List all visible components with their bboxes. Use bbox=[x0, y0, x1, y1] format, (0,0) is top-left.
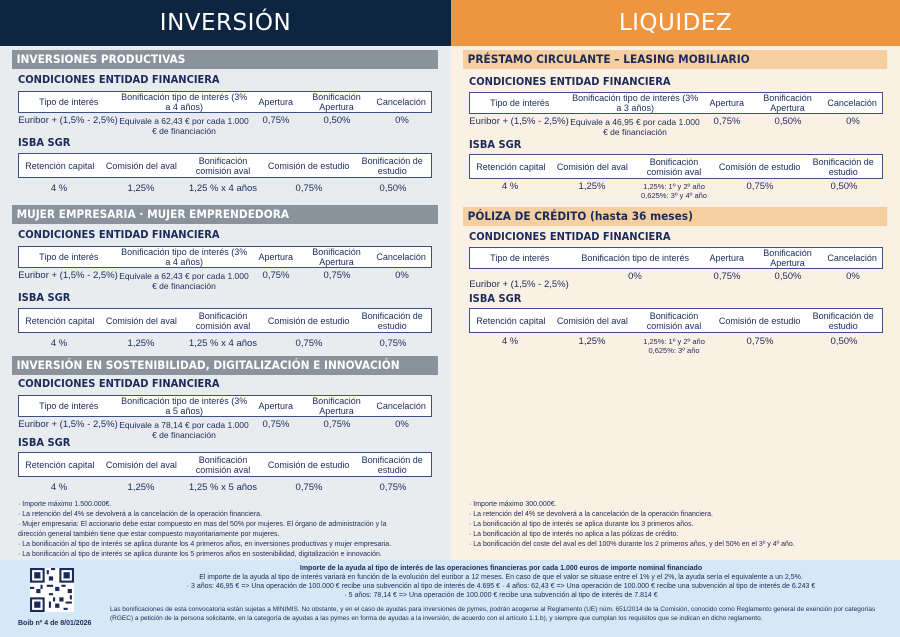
td: 0,75% bbox=[713, 271, 741, 282]
table-row bbox=[18, 178, 432, 194]
td: 0,75% bbox=[379, 338, 407, 349]
boib-reference: Boib nº 4 de 8/01/2026 bbox=[18, 620, 92, 627]
th: Bonificación comisión aval bbox=[646, 310, 702, 331]
td: Equivale a 78,14 € por cada 1.000 € de financiación bbox=[119, 420, 249, 440]
td: 0,50% bbox=[323, 115, 351, 126]
td: 0% bbox=[395, 270, 409, 281]
th: Apertura bbox=[709, 98, 745, 108]
isba-table bbox=[469, 308, 883, 355]
th: Bonificación de estudio bbox=[812, 156, 874, 177]
td: 1,25 % x 4 años bbox=[188, 183, 258, 194]
th: Bonificación Apertura bbox=[763, 248, 812, 268]
isba-table bbox=[469, 154, 883, 200]
th: Comisión de estudio bbox=[267, 315, 350, 326]
th: Apertura bbox=[258, 401, 294, 411]
th: Comisión del aval bbox=[105, 160, 177, 171]
th: Comisión de estudio bbox=[718, 315, 801, 326]
td: 0,75% bbox=[262, 419, 290, 430]
th: Cancelación bbox=[376, 97, 426, 107]
isba-header bbox=[18, 308, 432, 333]
note: · Importe máximo 300.000€. bbox=[469, 501, 557, 508]
th: Tipo de interés bbox=[490, 98, 550, 108]
cef-header bbox=[469, 247, 883, 269]
th: Bonificación de estudio bbox=[361, 454, 423, 475]
td: 0,75% bbox=[713, 116, 741, 127]
inversion-banner: INVERSIÓN bbox=[0, 0, 451, 46]
td: Euribor + (1,5% - 2,5%) bbox=[469, 116, 569, 127]
note: · Mujer empresaria: El accionario debe estar compuesto en mas del 50% por mujeres. El órgano de administración y la bbox=[18, 521, 387, 528]
poliza-credito-section bbox=[463, 207, 888, 357]
table-row bbox=[469, 179, 883, 200]
liquidez-column bbox=[451, 0, 900, 560]
footer-line: (RGEC) a petición de la persona solicitante, en la categoría de ayudas a las pymes en forma de ayudas a la inversión, de acuerdo con el artículo 1.1.b), y siempre que cumplan los requisitos que se indican en dicho reglamento. bbox=[110, 615, 763, 622]
th: Bonificación tipo de interés (3% a 4 años) bbox=[121, 247, 248, 267]
section-title: INVERSIÓN EN SOSTENIBILIDAD, DIGITALIZACIÓN E INNOVACIÓN bbox=[12, 356, 438, 375]
table-row bbox=[469, 333, 883, 355]
td: 0,75% bbox=[746, 181, 774, 192]
td: 1,25 % x 4 años bbox=[188, 338, 258, 349]
cef-subtitle: CONDICIONES ENTIDAD FINANCIERA bbox=[469, 230, 671, 243]
th: Comisión del aval bbox=[105, 315, 177, 326]
td: 0,75% bbox=[323, 270, 351, 281]
inversiones-productivas-section bbox=[12, 50, 439, 200]
td: 0,75% bbox=[295, 338, 323, 349]
td: 1,25%: 1º y 2º año 0,625%: 3º y 4º año bbox=[641, 182, 707, 200]
td: 0,75% bbox=[746, 336, 774, 347]
td: 0% bbox=[628, 271, 642, 282]
note: · La bonificación al tipo de interés se aplica durante los 3 primeros años. bbox=[469, 521, 694, 528]
th: Bonificación tipo de interés (3% a 5 años) bbox=[121, 396, 248, 416]
td: 1,25% bbox=[127, 482, 155, 493]
cef-table bbox=[18, 91, 432, 136]
section-title: MUJER EMPRESARIA · MUJER EMPRENDEDORA bbox=[12, 205, 438, 224]
td: Equivale a 62,43 € por cada 1.000 € de financiación bbox=[119, 271, 249, 291]
cef-table bbox=[469, 247, 883, 290]
th: Tipo de interés bbox=[39, 252, 99, 262]
th: Comisión de estudio bbox=[267, 459, 350, 470]
td: 0,50% bbox=[830, 181, 858, 192]
note: · La bonificación al tipo de interés se aplica durante los 5 primeros años en sostenibilidad, digitalización e innovación. bbox=[18, 551, 382, 558]
th: Retención capital bbox=[25, 459, 95, 470]
th: Retención capital bbox=[476, 161, 546, 172]
th: Bonificación Apertura bbox=[312, 396, 361, 416]
cef-header bbox=[469, 92, 883, 114]
td: 0,75% bbox=[295, 482, 323, 493]
footer-line: · 5 años: 78,14 € => Una operación de 100.000 € recibe una subvención al tipo de interés de 7.814 € bbox=[344, 592, 658, 599]
footer-title: Importe de la ayuda al tipo de interés de las operaciones financieras por cada 1.000 euros de importe nominal financiado bbox=[299, 565, 703, 572]
th: Cancelación bbox=[376, 252, 426, 262]
th: Cancelación bbox=[827, 98, 877, 108]
td: Euribor + (1,5% - 2,5%) bbox=[469, 279, 569, 290]
isba-subtitle: ISBA SGR bbox=[469, 138, 522, 151]
cef-table bbox=[18, 395, 432, 440]
th: Apertura bbox=[258, 252, 294, 262]
cef-subtitle: CONDICIONES ENTIDAD FINANCIERA bbox=[18, 228, 220, 241]
th: Bonificación comisión aval bbox=[195, 155, 251, 176]
cef-header bbox=[18, 91, 432, 113]
td: 1,25 % x 5 años bbox=[188, 482, 258, 493]
footer-line: · 3 años: 46,95 € => Una operación de 100.000 € recibe una subvención al tipo de interés de 4.695 € · 4 años: 62,43 € => Una operación de 100.000 € recibe una subvención al tipo de interés de 6.243 € bbox=[186, 583, 816, 590]
isba-subtitle: ISBA SGR bbox=[18, 136, 71, 149]
isba-header bbox=[469, 154, 883, 179]
td: 1,25% bbox=[578, 181, 606, 192]
th: Comisión del aval bbox=[556, 315, 628, 326]
th: Apertura bbox=[258, 97, 294, 107]
th: Comisión del aval bbox=[556, 161, 628, 172]
isba-header bbox=[18, 452, 432, 477]
footer-line: El importe de la ayuda al tipo de interés variará en función de la evolución del euribor a 12 meses. En caso de que el valor se situase entre el 1% y el 2%, la ayuda sería el equivalente a un 2,5%. bbox=[199, 574, 803, 581]
td: Equivale a 62,43 € por cada 1.000 € de financiación bbox=[119, 116, 249, 136]
td: 1,25%: 1º y 2º año 0,625%: 3º año bbox=[643, 337, 705, 355]
isba-subtitle: ISBA SGR bbox=[469, 292, 522, 305]
section-title: PÓLIZA DE CRÉDITO (hasta 36 meses) bbox=[463, 207, 887, 226]
right-notes bbox=[469, 500, 795, 550]
th: Tipo de interés bbox=[39, 401, 99, 411]
td: 0,50% bbox=[774, 271, 802, 282]
td: 0% bbox=[395, 419, 409, 430]
th: Tipo de interés bbox=[490, 253, 550, 263]
th: Apertura bbox=[709, 253, 745, 263]
td: 0,50% bbox=[774, 116, 802, 127]
th: Tipo de interés bbox=[39, 97, 99, 107]
cef-table bbox=[469, 92, 883, 137]
cef-header bbox=[18, 246, 432, 268]
th: Bonificación de estudio bbox=[361, 310, 423, 331]
cef-table bbox=[18, 246, 432, 291]
td: 4 % bbox=[50, 183, 68, 194]
td: Euribor + (1,5% - 2,5%) bbox=[18, 419, 118, 430]
td: 0,50% bbox=[830, 336, 858, 347]
th: Cancelación bbox=[376, 401, 426, 411]
note: · La bonificación al tipo de interés se aplica durante los 4 primeros años, en inversiones productivas y mujer empresaria. bbox=[18, 541, 392, 548]
isba-subtitle: ISBA SGR bbox=[18, 291, 71, 304]
table-row bbox=[18, 268, 432, 291]
section-title: INVERSIONES PRODUCTIVAS bbox=[12, 50, 438, 69]
note: · La retención del 4% se devolverá a la cancelación de la operación financiera. bbox=[469, 511, 713, 518]
td: 0,75% bbox=[262, 115, 290, 126]
mujer-empresaria-section bbox=[12, 205, 439, 355]
th: Cancelación bbox=[827, 253, 877, 263]
table-row bbox=[18, 417, 432, 440]
note: dirección general también tiene que estar compuesto mayoritariamente por mujeres. bbox=[18, 531, 280, 538]
td: 0% bbox=[846, 116, 860, 127]
cef-subtitle: CONDICIONES ENTIDAD FINANCIERA bbox=[469, 75, 671, 88]
td: 0,75% bbox=[262, 270, 290, 281]
th: Bonificación tipo de interés (3% a 4 años) bbox=[121, 92, 248, 112]
th: Retención capital bbox=[25, 160, 95, 171]
th: Bonificación tipo de interés (3% a 3 años) bbox=[572, 93, 699, 113]
th: Comisión de estudio bbox=[718, 161, 801, 172]
th: Bonificación Apertura bbox=[763, 93, 812, 113]
td: 1,25% bbox=[127, 183, 155, 194]
table-row bbox=[18, 113, 432, 136]
th: Comisión del aval bbox=[105, 459, 177, 470]
td: Euribor + (1,5% - 2,5%) bbox=[18, 115, 118, 126]
td: 0% bbox=[846, 271, 860, 282]
left-notes bbox=[18, 500, 391, 560]
note: · La bonificación al tipo de interés no aplica a las pólizas de crédito. bbox=[469, 531, 679, 538]
note: · La retención del 4% se devolverá a la cancelación de la operación financiera. bbox=[18, 511, 262, 518]
isba-subtitle: ISBA SGR bbox=[18, 436, 71, 449]
th: Bonificación tipo de interés bbox=[581, 253, 689, 263]
th: Bonificación comisión aval bbox=[646, 156, 702, 177]
td: 4 % bbox=[50, 482, 68, 493]
th: Bonificación comisión aval bbox=[195, 454, 251, 475]
th: Bonificación de estudio bbox=[812, 310, 874, 331]
table-row bbox=[469, 114, 883, 137]
td: Equivale a 46,95 € por cada 1.000 € de financiación bbox=[570, 117, 700, 137]
isba-header bbox=[469, 308, 883, 333]
isba-table bbox=[18, 452, 432, 493]
liquidez-banner: LIQUIDEZ bbox=[451, 0, 900, 46]
th: Bonificación comisión aval bbox=[195, 310, 251, 331]
td: 0,75% bbox=[323, 419, 351, 430]
note: · Importe máximo 1.500.000€. bbox=[18, 501, 112, 508]
prestamo-circulante-section bbox=[463, 50, 888, 200]
footer-line: Las bonificaciones de esta convocatoria están sujetas a MINIMIS. No obstante, y en el caso de ayudas para inversiones de pymes, podrán acogerse al Reglamento (UE) núm. 651/2014 de la Comisión, conocido como Reglamento general de exención por categorías bbox=[110, 606, 876, 613]
qr-code-icon bbox=[30, 568, 74, 612]
th: Retención capital bbox=[476, 315, 546, 326]
footer bbox=[0, 560, 900, 637]
isba-header bbox=[18, 153, 432, 178]
isba-table bbox=[18, 153, 432, 194]
sostenibilidad-section bbox=[12, 356, 439, 496]
inversion-column bbox=[0, 0, 451, 560]
table-row bbox=[469, 269, 883, 290]
note: · La bonificación del coste del aval es del 100% durante los 2 primeros años, y del 50% en el 3º y 4º año. bbox=[469, 541, 795, 548]
isba-table bbox=[18, 308, 432, 349]
th: Bonificación de estudio bbox=[361, 155, 423, 176]
th: Bonificación Apertura bbox=[312, 247, 361, 267]
cef-header bbox=[18, 395, 432, 417]
section-title: PRÉSTAMO CIRCULANTE – LEASING MOBILIARIO bbox=[463, 50, 887, 69]
td: 0% bbox=[395, 115, 409, 126]
td: 0,75% bbox=[295, 183, 323, 194]
td: 4 % bbox=[501, 181, 519, 192]
td: 1,25% bbox=[127, 338, 155, 349]
th: Bonificación Apertura bbox=[312, 92, 361, 112]
table-row bbox=[18, 477, 432, 493]
cef-subtitle: CONDICIONES ENTIDAD FINANCIERA bbox=[18, 73, 220, 86]
td: 0,75% bbox=[379, 482, 407, 493]
th: Retención capital bbox=[25, 315, 95, 326]
td: Euribor + (1,5% - 2,5%) bbox=[18, 270, 118, 281]
cef-subtitle: CONDICIONES ENTIDAD FINANCIERA bbox=[18, 377, 220, 390]
th: Comisión de estudio bbox=[267, 160, 350, 171]
td: 4 % bbox=[50, 338, 68, 349]
table-row bbox=[18, 333, 432, 349]
td: 1,25% bbox=[578, 336, 606, 347]
td: 0,50% bbox=[379, 183, 407, 194]
td: 4 % bbox=[501, 336, 519, 347]
